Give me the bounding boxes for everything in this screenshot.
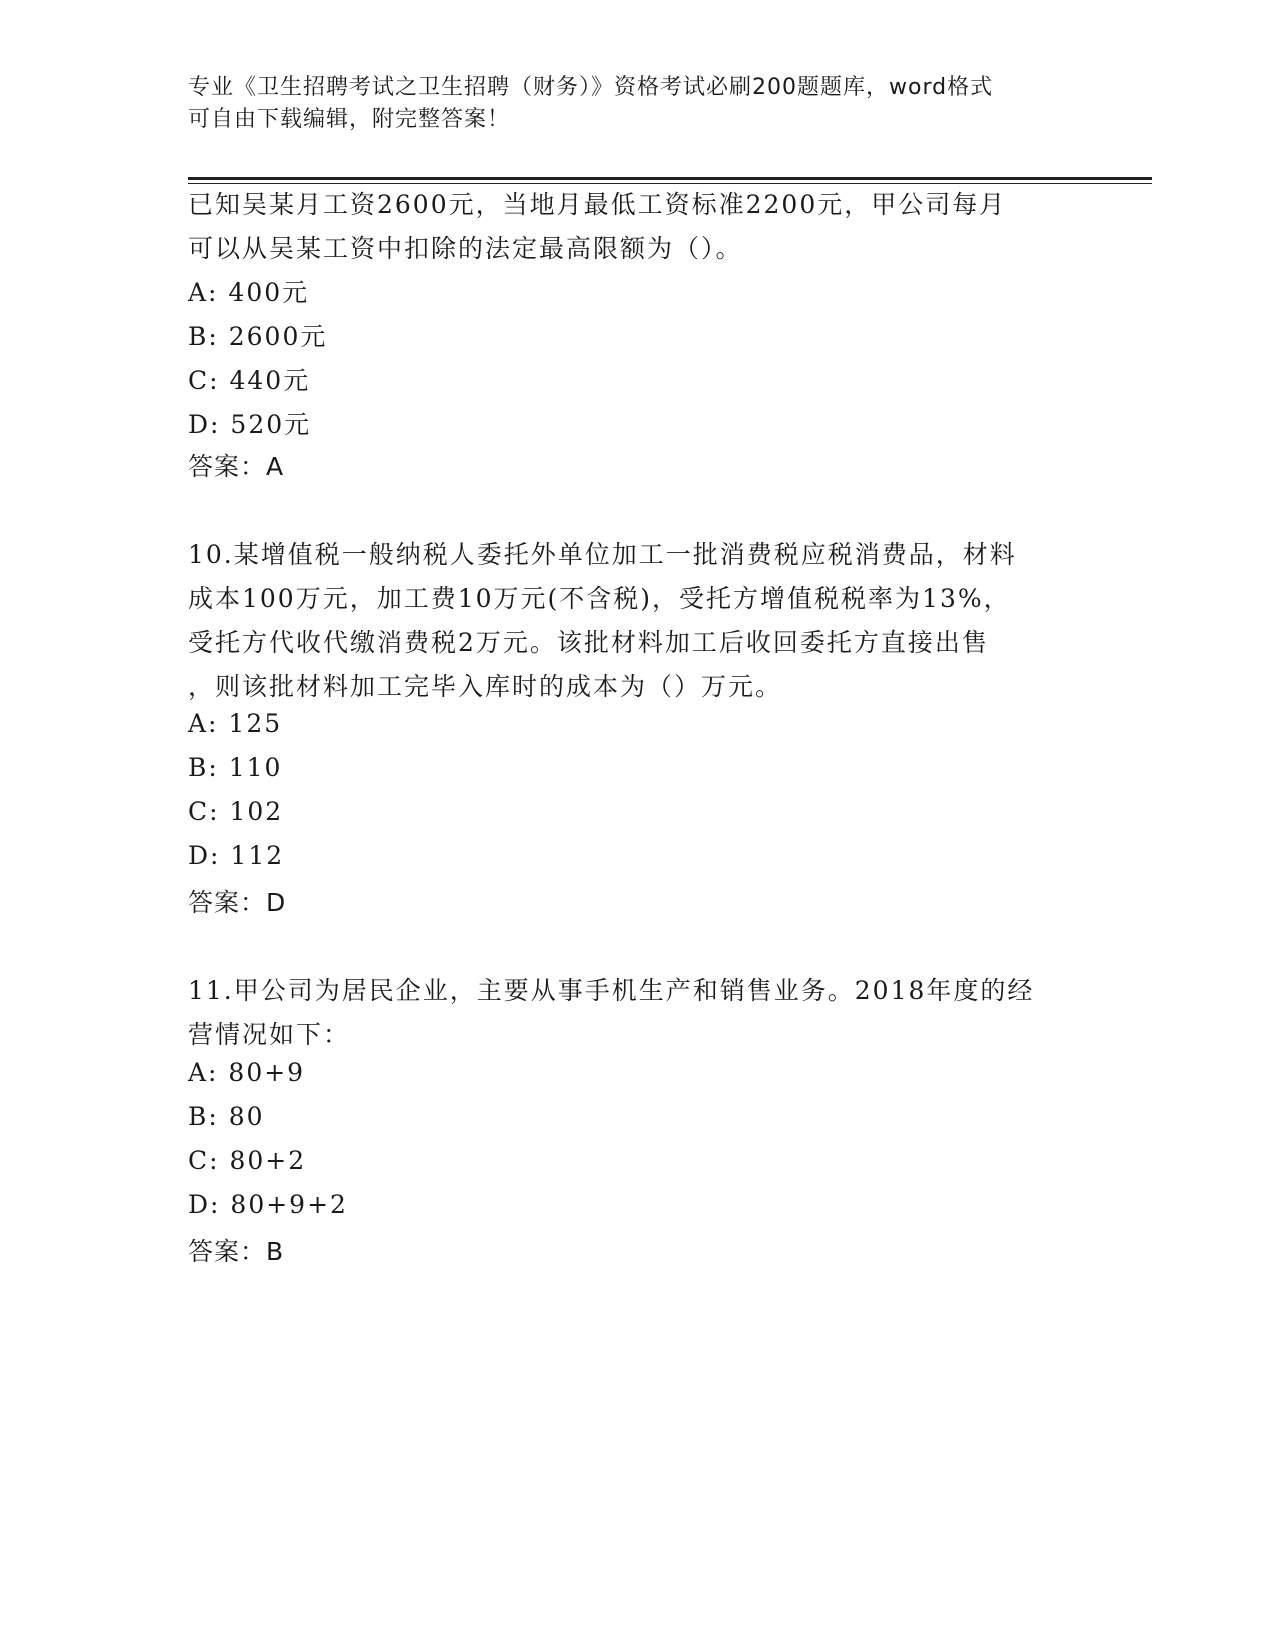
header-title-line-2: 可自由下载编辑，附完整答案！: [188, 107, 511, 132]
question-1-option-c: C: 440元: [188, 366, 311, 395]
question-11-stem-line-2: 营情况如下：: [188, 1020, 351, 1049]
question-1-stem-line-2: 可以从吴某工资中扣除的法定最高限额为（）。: [188, 234, 743, 263]
question-10-stem-line-1: 10.某增值税一般纳税人委托外单位加工一批消费税应税消费品，材料: [188, 540, 1017, 569]
question-1-option-a: A: 400元: [188, 278, 310, 307]
question-11-option-a: A: 80+9: [188, 1058, 306, 1087]
document-header: [188, 72, 1088, 136]
question-10-option-c: C: 102: [188, 797, 284, 826]
question-10-option-d: D: 112: [188, 841, 285, 870]
question-10-stem-line-4: ，则该批材料加工完毕入库时的成本为（）万元。: [188, 672, 783, 701]
header-divider-thick: [188, 177, 1152, 180]
header-divider-thin: [188, 183, 1152, 184]
question-11-option-b: B: 80: [188, 1102, 265, 1131]
question-11-option-d: D: 80+9+2: [188, 1190, 348, 1219]
question-10-option-a: A: 125: [188, 709, 283, 738]
question-10-stem-line-3: 受托方代收代缴消费税2万元。该批材料加工后收回委托方直接出售: [188, 628, 989, 657]
question-1-option-d: D: 520元: [188, 410, 312, 439]
question-10-answer: 答案：D: [188, 888, 287, 917]
question-11-stem-line-1: 11.甲公司为居民企业，主要从事手机生产和销售业务。2018年度的经: [188, 976, 1035, 1005]
header-title-line-1: 专业《卫生招聘考试之卫生招聘（财务）》资格考试必刷200题题库，word格式: [188, 75, 994, 100]
question-11-option-c: C: 80+2: [188, 1146, 307, 1175]
question-1-option-b: B: 2600元: [188, 322, 328, 351]
question-11-answer: 答案：B: [188, 1237, 285, 1266]
question-1-answer: 答案：A: [188, 452, 285, 481]
question-10-stem-line-2: 成本100万元，加工费10万元(不含税)，受托方增值税税率为13%，: [188, 584, 1011, 613]
question-10-option-b: B: 110: [188, 753, 283, 782]
question-1-stem-line-1: 已知吴某月工资2600元，当地月最低工资标准2200元，甲公司每月: [188, 190, 1007, 219]
